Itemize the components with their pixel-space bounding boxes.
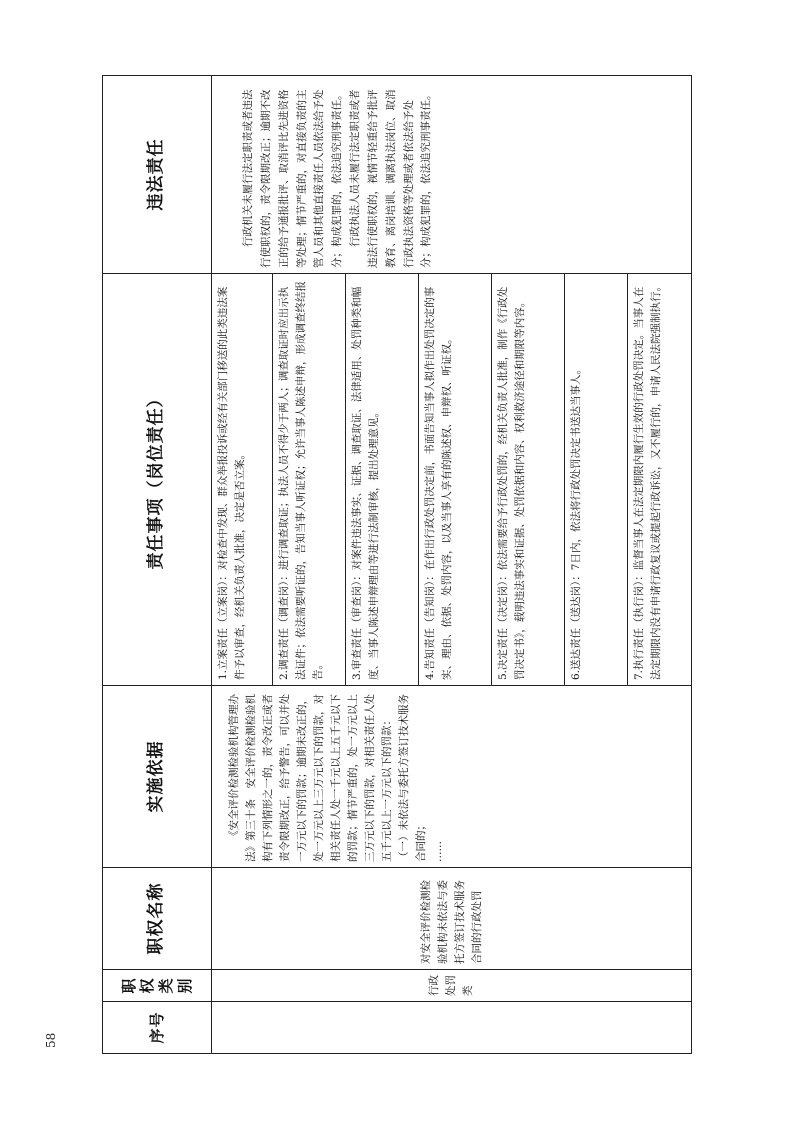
header-basis: 实施依据: [103, 686, 212, 868]
basis-paragraph-2: （一）未依法与委托方签订技术服务合同的；: [398, 694, 427, 862]
step-6: 6.送达责任（送达岗）：7日内，依法将行政处罚决定书送达当事人。: [565, 274, 628, 686]
header-name: 职权名称: [103, 868, 212, 970]
step-2: 2.调查责任（调查岗）：进行调查取证；执法人员不得少于两人；调查取证时应出示执法证件；依法需要听证的，告知当事人听证权；允许当事人陈述申辩，形成调查终结报告。: [273, 274, 346, 686]
rotated-table-page: [102, 76, 692, 1054]
cell-name: 对安全评价检测检验机构未依法与委托方签订技术服务合同的行政处罚: [212, 868, 692, 970]
header-row: [103, 76, 212, 1054]
cell-category: 行政处罚类: [212, 970, 692, 1002]
cell-seq: [212, 1002, 692, 1054]
step-3: 3.审查责任（审查岗）：对案件违法事实、证据、调查取证、法律适用、处罚种类和幅度、当事人陈述申辩理由等进行法制审核，提出处理意见。: [346, 274, 419, 686]
responsibility-table: [102, 75, 692, 1054]
cell-liability: [212, 76, 692, 274]
cell-basis: [212, 686, 692, 868]
liability-paragraph-2: 行政执法人员未履行法定职责或者违法行使职权的，视情节轻重给予批评教育、离岗培训、调离执法岗位、取消行政执法资格等处理或者依法给予处分；构成犯罪的，依法追究刑事责任。: [349, 89, 433, 268]
header-liability: 违法责任: [103, 76, 212, 274]
step-5: 5.决定责任（决定岗）：依法需要给予行政处罚的，经机关负责人批准，制作《行政处罚决定书》，载明违法事实和证据、处罚依据和内容、权利救济途径和期限等内容。: [492, 274, 565, 686]
header-category: 职权类别: [103, 970, 212, 1002]
header-seq: 序号: [103, 1002, 212, 1054]
step-4: 4.告知责任（告知岗）：在作出行政处罚决定前，书面告知当事人拟作出处罚决定的事实、理由、依据、处罚内容，以及当事人享有的陈述权、申辩权、听证权。: [419, 274, 492, 686]
header-responsibility: 责任事项（岗位责任）: [103, 274, 212, 686]
page-number: 58: [44, 1032, 58, 1048]
basis-paragraph-1: 《安全评价检测检验机构管理办法》第三十条 安全评价检测检验机构有下列情形之一的，责令改正或者责令限期改正，给予警告，可以并处一万元以下的罚款；逾期未改正的，处一万元以上三万元以下的罚款，对相关责任人处一千元以上五千元以下的罚款；情节严重的，处一万元以上三万元以下的罚款，对相关责任人处五千元以上一万元以下的罚款：: [228, 694, 393, 862]
liability-paragraph-1: 行政机关未履行法定职责或者违法行使职权的，责令限期改正；逾期不改正的给予通报批评、取消评比先进资格等处理；情节严重的，对直接负责的主管人员和其他直接责任人员依法给予处分；构成犯罪的，依法追究刑事责任。: [242, 89, 344, 268]
basis-paragraph-3: ……: [432, 841, 444, 862]
table-row: [212, 76, 273, 1054]
step-1: 1.立案责任（立案岗）：对检查中发现、群众举报投诉或经有关部门移送的此类违法案件予以审查，经机关负责人批准，决定是否立案。: [212, 274, 273, 686]
step-7: 7.执行责任（执行岗）：监督当事人在法定期限内履行生效的行政处罚决定。当事人在法定期限内没有申请行政复议或提起行政诉讼，又不履行的，申请人民法院强制执行。: [628, 274, 692, 686]
